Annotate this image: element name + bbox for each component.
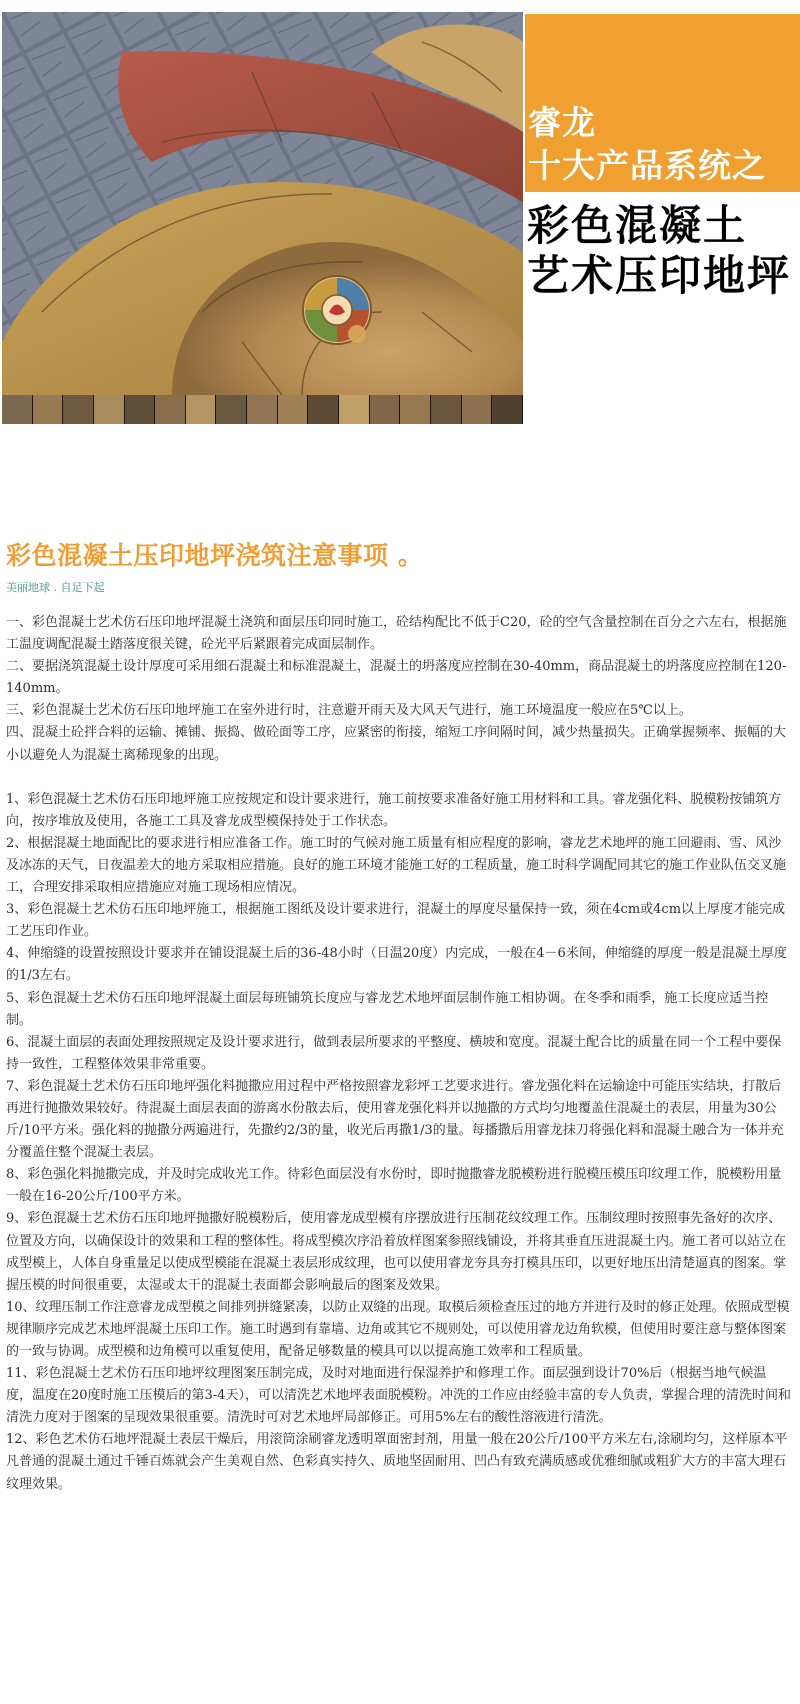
texture-thumbnail	[308, 395, 339, 424]
series-title: 十大产品系统之	[528, 146, 766, 185]
texture-thumbnail	[370, 395, 401, 424]
intro-paragraph: 一、彩色混凝土艺术仿石压印地坪混凝土浇筑和面层压印同时施工，砼结构配比不低于C20，砼的空气含量控制在百分之六左右，根据施工温度调配混凝土踏落度很关键，砼光平后紧跟着完成面层制作。	[6, 615, 787, 653]
texture-thumbnail	[2, 395, 33, 424]
step-paragraph: 9、彩色混凝土艺术仿石压印地坪抛撒好脱模粉后，使用睿龙成型模有序摆放进行压制花纹纹理工作。压制纹理时按照事先备好的次序、位置及方向，以确保设计的效果和工程的整体性。将成型模次序沿着放样图案参照线铺设，并将其垂直压进混凝土内。施工者可以站立在成型模上，人体自身重量足以使成型模能在混凝土表层形成纹理，也可以使用睿龙夯具夯打模具压印，以更好地压出清楚逼真的图案。掌握压模的时间很重要，太湿或太干的混凝土表面都会影响最后的图案及效果。	[6, 1211, 787, 1293]
texture-thumbnail	[125, 395, 156, 424]
texture-thumbnail	[400, 395, 431, 424]
step-paragraph: 5、彩色混凝土艺术仿石压印地坪混凝土面层每班铺筑长度应与睿龙艺术地坪面层制作施工相协调。在冬季和雨季，施工长度应适当控制。	[6, 990, 769, 1028]
texture-thumbnail	[63, 395, 94, 424]
texture-thumbnail	[278, 395, 309, 424]
texture-thumbnail-strip	[2, 395, 523, 424]
step-paragraph: 6、混凝土面层的表面处理按照规定及设计要求进行，做到表层所要求的平整度、横坡和宽度。混凝土配合比的质量在同一个工程中要保持一致性，工程整体效果非常重要。	[6, 1034, 782, 1072]
product-title-line1: 彩色混凝土	[527, 201, 748, 250]
texture-thumbnail	[155, 395, 186, 424]
texture-thumbnail	[339, 395, 370, 424]
step-paragraph: 11、彩色混凝土艺术仿石压印地坪纹理图案压制完成，及时对地面进行保湿养护和修理工作。面层强到设计70%后（根据当地气候温度，温度在20度时施工压模后的第3-4天），可以清洗艺术地坪表面脱模粉。冲洗的工作应由经验丰富的专人负责，掌握合理的清洗时间和清洗力度对于图案的呈现效果很重要。清洗时可对艺术地坪局部修正。可用5%左右的酸性溶液进行清洗。	[6, 1366, 791, 1426]
brand-name: 睿龙	[528, 103, 596, 142]
step-paragraph: 8、彩色强化料抛撒完成，并及时完成收光工作。待彩色面层没有水份时，即时抛撒睿龙脱模粉进行脱模压模压印纹理工作，脱模粉用量一般在16-20公斤/100平方米。	[6, 1167, 782, 1205]
step-paragraph: 1、彩色混凝土艺术仿石压印地坪施工应按规定和设计要求进行，施工前按要求准备好施工用材料和工具。睿龙强化料、脱模粉按铺筑方向，按序堆放及使用，各施工工具及睿龙成型模保持处于工作状态。	[6, 791, 782, 829]
section-spacer	[6, 767, 792, 789]
texture-thumbnail	[186, 395, 217, 424]
intro-paragraph: 二、要据浇筑混凝土设计厚度可采用细石混凝土和标准混凝土，混凝土的坍落度应控制在30-40mm，商品混凝土的坍落度应控制在120-140mm。	[6, 659, 787, 697]
article-tagline: 美丽地球 . 自足下起	[6, 581, 105, 594]
texture-thumbnail	[247, 395, 278, 424]
article-body	[6, 612, 792, 1496]
step-paragraph: 10、纹理压制工作注意睿龙成型模之间排列拼缝紧凑，以防止双缝的出现。取模后须检查压过的地方并进行及时的修正处理。依照成型模规律顺序完成艺术地坪混凝土压印工作。施工时遇到有靠墙、边角或其它不规则处，可以使用睿龙边角软模，但使用时要注意与整体图案的一致与协调。成型模和边角模可以重复使用，配备足够数量的模具可以以提高施工效率和工程质量。	[6, 1299, 790, 1359]
texture-thumbnail	[33, 395, 64, 424]
intro-paragraph: 四、混凝土砼拌合料的运输、摊铺、振捣、做砼面等工序，应紧密的衔接，缩短工序间隔时间，减少热量损失。正确掌握频率、振幅的大小以避免人为混凝土离稀现象的出现。	[6, 725, 787, 763]
texture-thumbnail	[492, 395, 523, 424]
product-title-line2: 艺术压印地坪	[527, 251, 792, 300]
product-banner	[0, 0, 800, 425]
step-paragraph: 4、伸缩缝的设置按照设计要求并在铺设混凝土后的36-48小时（日温20度）内完成，一般在4－6米间，伸缩缝的厚度一般是混凝土厚度的1/3左右。	[6, 946, 787, 984]
brand-panel	[525, 14, 800, 192]
texture-thumbnail	[216, 395, 247, 424]
step-paragraph: 7、彩色混凝土艺术仿石压印地坪强化料抛撒应用过程中严格按照睿龙彩坪工艺要求进行。睿龙强化料在运输途中可能压实结块，打散后再进行抛撒效果较好。待混凝土面层表面的游离水份散去后，使用睿龙强化料并以抛撒的方式均匀地覆盖住混凝土的表层，用量为30公斤/10平方米。强化料的抛撒分两遍进行，先撒约2/3的量，收光后再撒1/3的量。每播撒后用睿龙抹刀将强化料和混凝土融合为一体并充分覆盖住整个混凝土表层。	[6, 1078, 784, 1161]
step-paragraph: 12、彩色艺术仿石地坪混凝土表层干燥后，用滚筒涂刷睿龙透明罩面密封剂，用量一般在20公斤/100平方米左右,涂刷均匀，这样原本平凡普通的混凝土通过千锤百炼就会产生美观自然、色彩真实持久、质地坚固耐用、凹凸有致充满质感或优雅细腻或粗犷大方的丰富大理石纹理效果。	[6, 1432, 788, 1492]
step-paragraph: 3、彩色混凝土艺术仿石压印地坪施工，根据施工图纸及设计要求进行，混凝土的厚度尽量保持一致，须在4cm或4cm以上厚度才能完成工艺压印作业。	[6, 902, 786, 940]
step-paragraph: 2、根据混凝土地面配比的要求进行相应准备工作。施工时的气候对施工质量有相应程度的影响，睿龙艺术地坪的施工回避雨、雪、风沙及冰冻的天气，日夜温差大的地方采取相应措施。良好的施工环境才能施工好的工程质量，施工时科学调配同其它的施工作业队伍交叉施工，合理安排采取相应措施应对施工现场相应情况。	[6, 835, 787, 896]
texture-thumbnail	[462, 395, 493, 424]
stamped-concrete-photo	[2, 12, 523, 395]
article-title: 彩色混凝土压印地坪浇筑注意事项 。	[6, 541, 424, 570]
texture-thumbnail	[431, 395, 462, 424]
intro-paragraph: 三、彩色混凝土艺术仿石压印地坪施工在室外进行时，注意避开雨天及大风天气进行，施工环境温度一般应在5℃以上。	[6, 703, 692, 719]
texture-thumbnail	[94, 395, 125, 424]
